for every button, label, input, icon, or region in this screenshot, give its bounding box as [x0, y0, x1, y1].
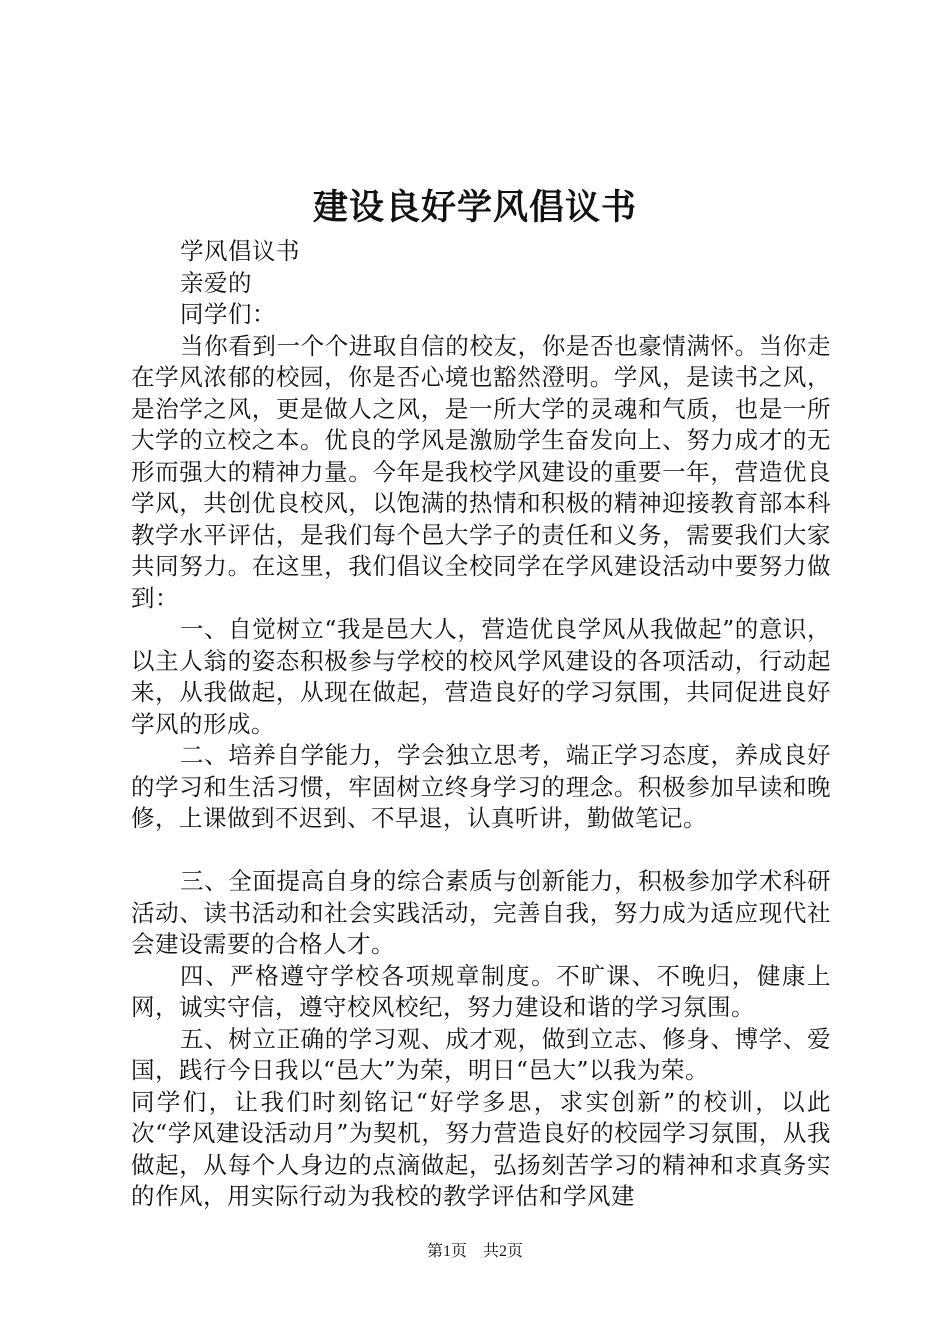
- page-total: 共2页: [483, 1243, 524, 1260]
- page-footer: [0, 1241, 950, 1263]
- paragraph-item-3: 三、全面提高自身的综合素质与创新能力，积极参加学术科研活动、读书活动和社会实践活动，完善自我，努力成为适应现代社会建设需要的合格人才。: [131, 867, 831, 958]
- paragraph-item-2: 二、培养自学能力，学会独立思考，端正学习态度，养成良好的学习和生活习惯，牢固树立终身学习的理念。积极参加早读和晚修，上课做到不迟到、不早退，认真听讲，勤做笔记。: [131, 741, 831, 832]
- page-number: 第1页: [426, 1243, 467, 1260]
- paragraph-closing: 同学们，让我们时刻铭记“好学多思，求实创新”的校训，以此次“学风建设活动月”为契机，努力营造良好的校园学习氛围，从我做起，从每个人身边的点滴做起，弘扬刻苦学习的精神和求真务实的作风，用实际行动为我校的教学评估和学风建: [131, 1087, 831, 1210]
- paragraph-addressee: 同学们：: [180, 300, 276, 328]
- blank-line: [131, 835, 831, 867]
- document-title: 建设良好学风倡议书: [312, 187, 637, 228]
- paragraph-heading: 学风倡议书: [180, 237, 300, 265]
- paragraph-item-5: 五、树立正确的学习观、成才观，做到立志、修身、博学、爱国，践行今日我以“邑大”为荣，明日“邑大”以我为荣。: [131, 1024, 831, 1084]
- paragraph-item-4: 四、严格遵守学校各项规章制度。不旷课、不晚归，健康上网，诚实守信，遵守校风校纪，努力建设和谐的学习氛围。: [131, 961, 831, 1021]
- document-body: [131, 236, 831, 1213]
- paragraph-intro: 当你看到一个个进取自信的校友，你是否也豪情满怀。当你走在学风浓郁的校园，你是否心境也豁然澄明。学风，是读书之风，是治学之风，更是做人之风，是一所大学的灵魂和气质，也是一所大学的立校之本。优良的学风是激励学生奋发向上、努力成才的无形而强大的精神力量。今年是我校学风建设的重要一年，营造优良学风，共创优良校风，以饱满的热情和积极的精神迎接教育部本科教学水平评估，是我们每个邑大学子的责任和义务，需要我们大家共同努力。在这里，我们倡议全校同学在学风建设活动中要努力做到：: [131, 331, 831, 612]
- paragraph-salutation: 亲爱的: [180, 268, 252, 297]
- paragraph-item-1: 一、自觉树立“我是邑大人，营造优良学风从我做起”的意识，以主人翁的姿态积极参与学校的校风学风建设的各项活动，行动起来，从我做起，从现在做起，营造良好的学习氛围，共同促进良好学风的形成。: [131, 615, 831, 738]
